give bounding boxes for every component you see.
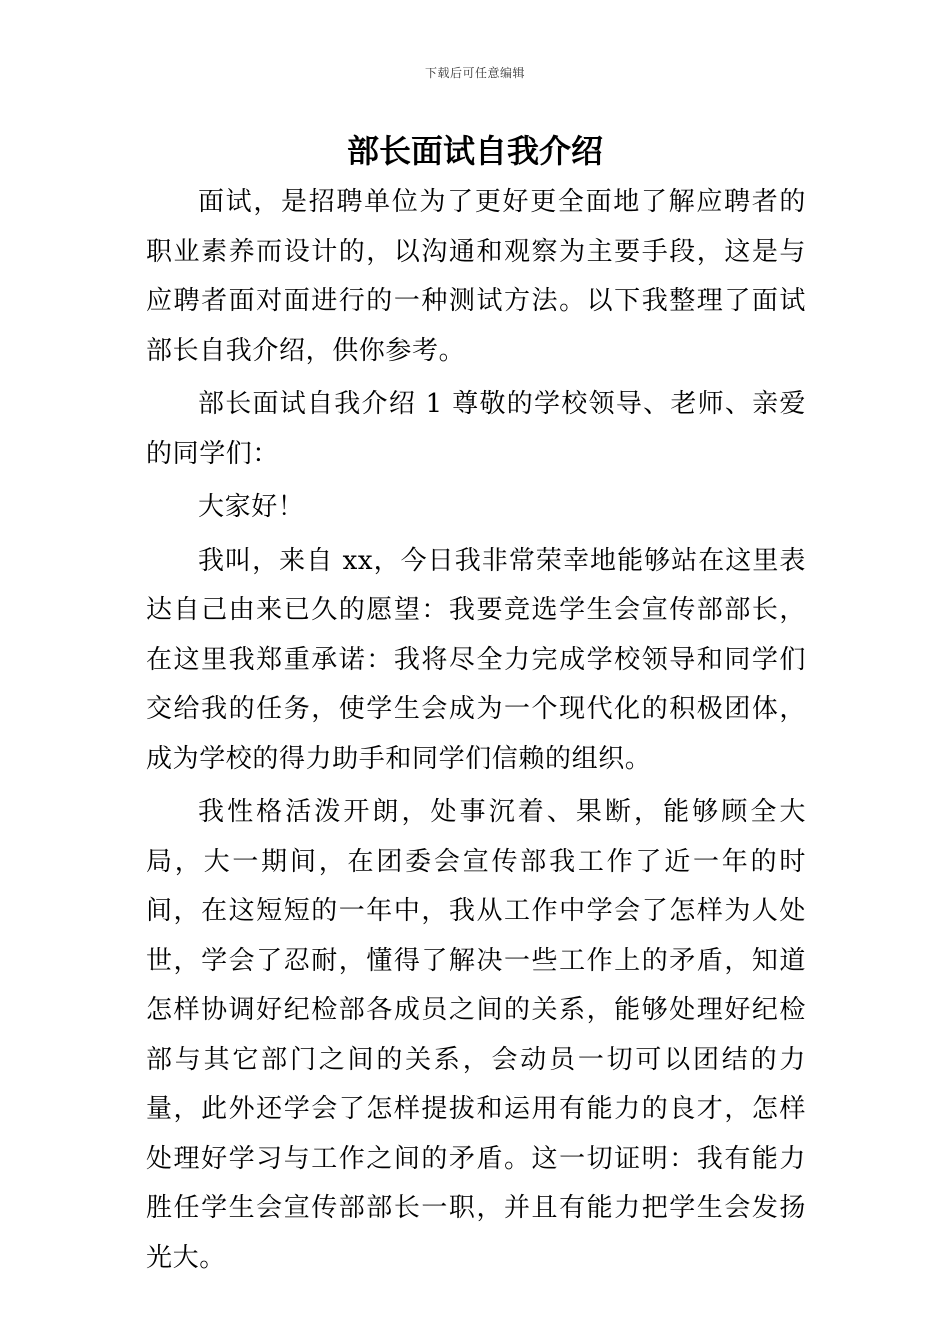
document-title: 部长面试自我介绍 — [346, 132, 603, 170]
document-body — [146, 178, 806, 1287]
paragraph-salutation: 部长面试自我介绍 1 尊敬的学校领导、老师、亲爱的同学们： — [146, 389, 806, 469]
header-note: 下载后可任意编辑 — [424, 66, 525, 80]
paragraph-intro: 面试，是招聘单位为了更好更全面地了解应聘者的职业素养而设计的，以沟通和观察为主要手段，这是与应聘者面对面进行的一种测试方法。以下我整理了面试部长自我介绍，供你参考。 — [146, 187, 806, 366]
paragraph-greeting: 大家好！ — [198, 492, 305, 522]
paragraph-experience: 我性格活泼开朗，处事沉着、果断，能够顾全大局，大一期间，在团委会宣传部我工作了近一年的时间，在这短短的一年中，我从工作中学会了怎样为人处世，学会了忍耐，懂得了解决一些工作上的矛盾，知道怎样协调好纪检部各成员之间的关系，能够处理好纪检部与其它部门之间的关系，会动员一切可以团结的力量，此外还学会了怎样提拔和运用有能力的良才，怎样处理好学习与工作之间的矛盾。这一切证明：我有能力胜任学生会宣传部部长一职，并且有能力把学生会发扬光大。 — [146, 797, 806, 1273]
paragraph-self-introduction: 我叫，来自 xx，今日我非常荣幸地能够站在这里表达自己由来已久的愿望：我要竞选学生会宣传部部长，在这里我郑重承诺：我将尽全力完成学校领导和同学们交给我的任务，使学生会成为一个现代化的积极团体，成为学校的得力助手和同学们信赖的组织。 — [146, 545, 806, 774]
